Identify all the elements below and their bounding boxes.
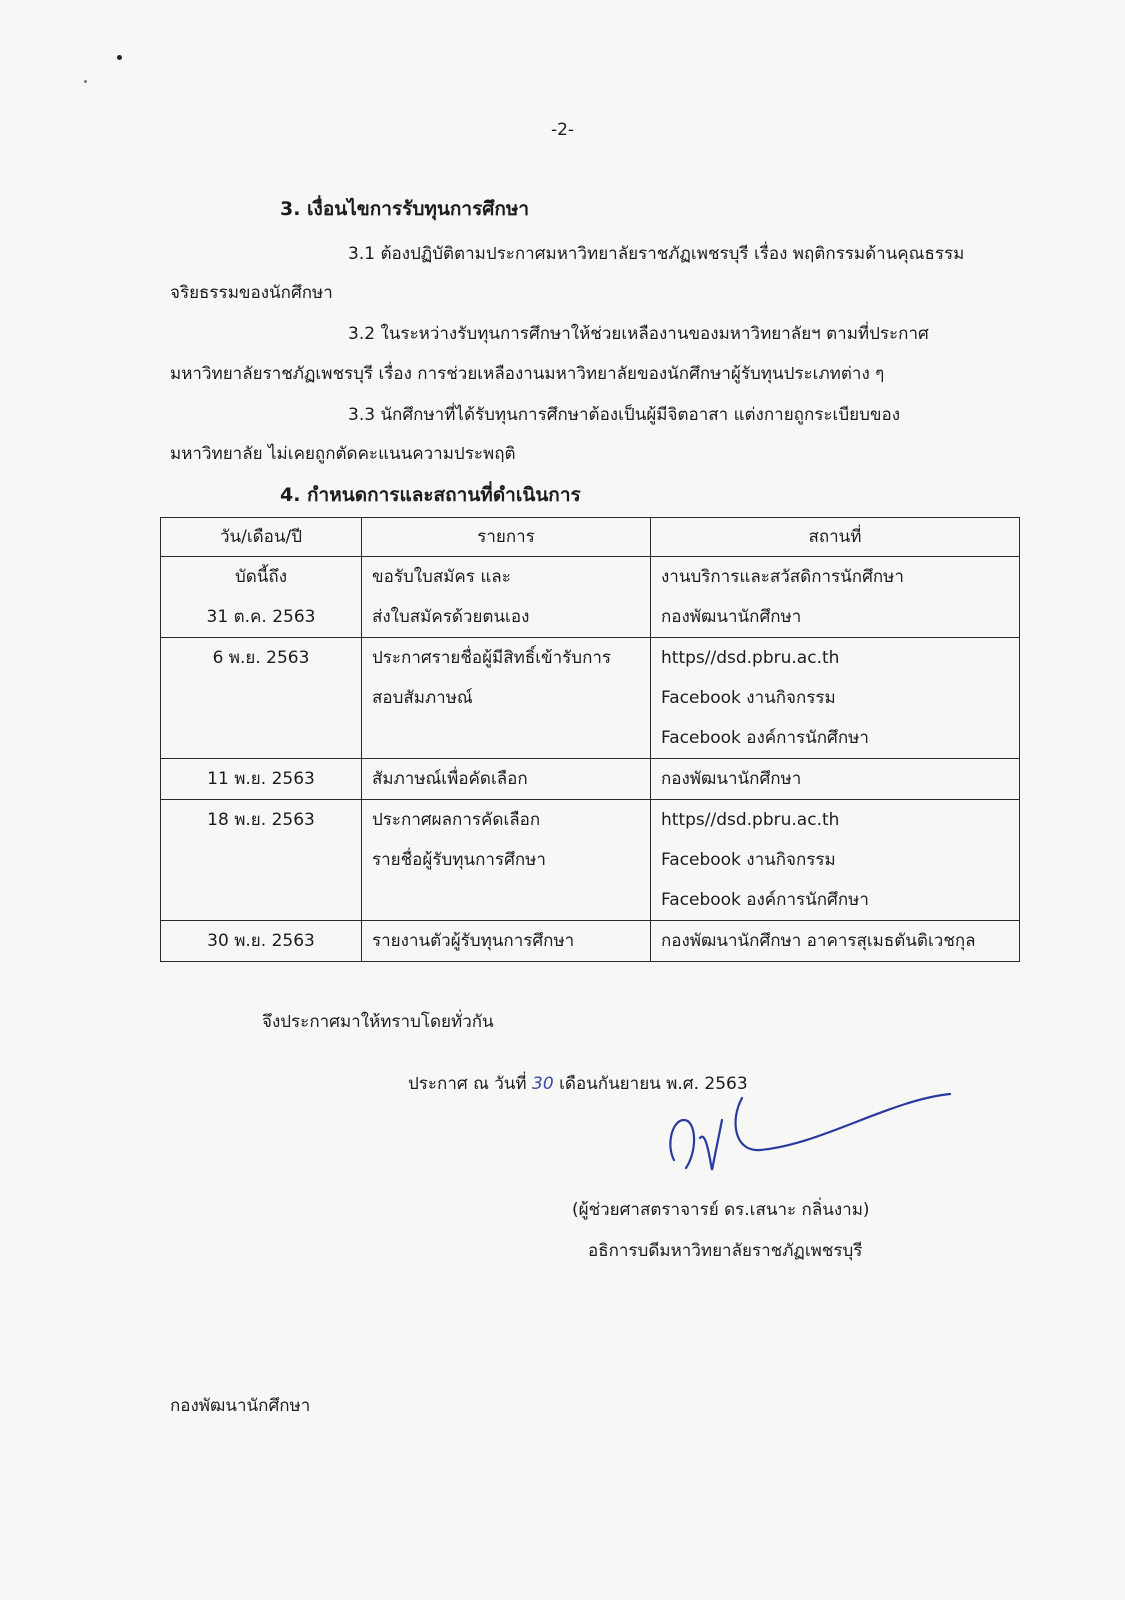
date-line: 31 ต.ค. 2563 [206, 607, 316, 627]
date-cell [161, 557, 362, 638]
item-line: รายชื่อผู้รับทุนการศึกษา [372, 850, 546, 870]
item-line: ประกาศผลการคัดเลือก [372, 810, 541, 830]
item-cell [362, 638, 651, 759]
item-cell [362, 921, 651, 962]
scan-speck [84, 80, 87, 83]
signature-stroke [670, 1120, 722, 1170]
place-cell [651, 557, 1020, 638]
table-row [161, 638, 1020, 759]
place-line: งานบริการและสวัสดิการนักศึกษา [661, 567, 904, 587]
section3-item1-line1: 3.1 ต้องปฏิบัติตามประกาศมหาวิทยาลัยราชภัฏเพชรบุรี เรื่อง พฤติกรรมด้านคุณธรรม [348, 244, 965, 264]
item-line: ส่งใบสมัครด้วยตนเอง [372, 607, 530, 627]
date-line: 6 พ.ย. 2563 [212, 648, 310, 668]
announce-day-handwritten: 30 [532, 1074, 554, 1094]
footer-department: กองพัฒนานักศึกษา [170, 1396, 311, 1416]
place-line: กองพัฒนานักศึกษา [661, 769, 802, 789]
place-line: Facebook งานกิจกรรม [661, 850, 836, 870]
place-line: Facebook องค์การนักศึกษา [661, 728, 869, 748]
date-cell [161, 921, 362, 962]
place-cell [651, 759, 1020, 800]
place-line: กองพัฒนานักศึกษา [661, 607, 802, 627]
date-cell [161, 759, 362, 800]
schedule-table [160, 517, 1020, 962]
column-header-place: สถานที่ [651, 518, 1020, 557]
signer-title: อธิการบดีมหาวิทยาลัยราชภัฏเพชรบุรี [588, 1241, 863, 1261]
column-header-date: วัน/เดือน/ปี [161, 518, 362, 557]
place-line: https//dsd.pbru.ac.th [661, 648, 840, 668]
signature-mark [650, 1090, 970, 1190]
section3-item2-line2: มหาวิทยาลัยราชภัฏเพชรบุรี เรื่อง การช่วยเหลืองานมหาวิทยาลัยของนักศึกษาผู้รับทุนประเภทต่าง ๆ [170, 364, 885, 384]
item-cell [362, 557, 651, 638]
table-row [161, 759, 1020, 800]
table-row [161, 800, 1020, 921]
date-line: บัดนี้ถึง [234, 567, 288, 587]
signer-name: (ผู้ช่วยศาสตราจารย์ ดร.เสนาะ กลิ่นงาม) [572, 1200, 870, 1220]
column-header-item: รายการ [362, 518, 651, 557]
place-line: https//dsd.pbru.ac.th [661, 810, 840, 830]
date-line: 18 พ.ย. 2563 [207, 810, 315, 830]
place-line: Facebook องค์การนักศึกษา [661, 890, 869, 910]
place-line: กองพัฒนานักศึกษา อาคารสุเมธตันติเวชกุล [661, 931, 976, 951]
item-line: รายงานตัวผู้รับทุนการศึกษา [372, 931, 575, 951]
signature-tail [736, 1094, 950, 1150]
table-row [161, 557, 1020, 638]
scan-speck [117, 55, 122, 60]
place-cell [651, 638, 1020, 759]
closing-statement: จึงประกาศมาให้ทราบโดยทั่วกัน [262, 1012, 494, 1032]
section3-item3-line2: มหาวิทยาลัย ไม่เคยถูกตัดคะแนนความประพฤติ [170, 444, 516, 464]
section3-item3-line1: 3.3 นักศึกษาที่ได้รับทุนการศึกษาต้องเป็นผู้มีจิตอาสา แต่งกายถูกระเบียบของ [348, 405, 900, 425]
date-cell [161, 800, 362, 921]
page-number: -2- [550, 120, 575, 140]
item-line: สัมภาษณ์เพื่อคัดเลือก [372, 769, 528, 789]
item-cell [362, 759, 651, 800]
item-line: ขอรับใบสมัคร และ [372, 567, 511, 587]
section3-heading: 3. เงื่อนไขการรับทุนการศึกษา [280, 198, 530, 220]
place-line: Facebook งานกิจกรรม [661, 688, 836, 708]
announce-prefix: ประกาศ ณ วันที่ [408, 1074, 533, 1094]
item-cell [362, 800, 651, 921]
section3-item1-line2: จริยธรรมของนักศึกษา [170, 283, 333, 303]
table-header-row [161, 518, 1020, 557]
date-cell [161, 638, 362, 759]
date-line: 11 พ.ย. 2563 [207, 769, 315, 789]
place-cell [651, 800, 1020, 921]
date-line: 30 พ.ย. 2563 [207, 931, 315, 951]
section4-heading: 4. กำหนดการและสถานที่ดำเนินการ [280, 484, 581, 506]
table-row [161, 921, 1020, 962]
place-cell [651, 921, 1020, 962]
announce-suffix: เดือนกันยายน พ.ศ. 2563 [553, 1074, 748, 1094]
item-line: สอบสัมภาษณ์ [372, 688, 473, 708]
section3-item2-line1: 3.2 ในระหว่างรับทุนการศึกษาให้ช่วยเหลืองานของมหาวิทยาลัยฯ ตามที่ประกาศ [348, 324, 929, 344]
item-line: ประกาศรายชื่อผู้มีสิทธิ์เข้ารับการ [372, 648, 612, 668]
